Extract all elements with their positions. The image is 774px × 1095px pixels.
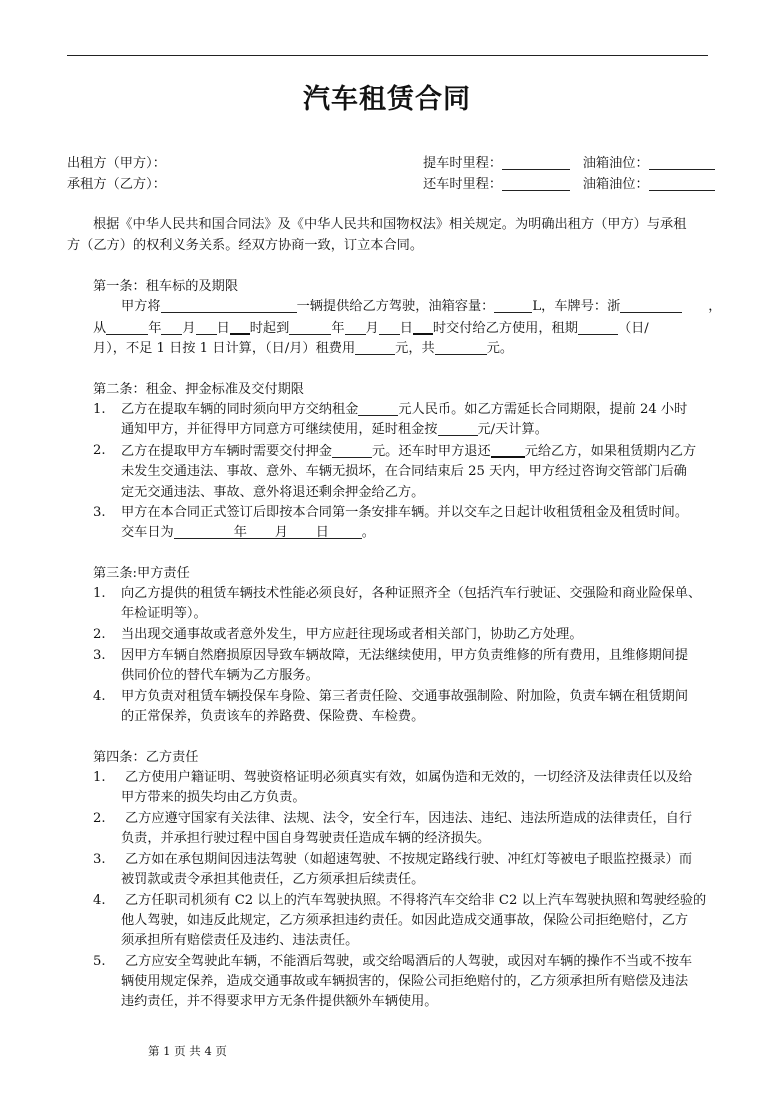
pickup-mileage-field[interactable] xyxy=(502,155,570,170)
pickup-mileage-label: 提车时里程： xyxy=(423,156,503,171)
list-number: 1. xyxy=(93,402,106,417)
pickup-fuel-label: 油箱油位： xyxy=(582,156,649,171)
return-mileage-row xyxy=(423,176,715,194)
delivery-date-field[interactable]: 年 月 日 xyxy=(174,524,362,539)
article-1-heading: 第一条：租车标的及期限 xyxy=(93,279,239,294)
start-day-field[interactable] xyxy=(196,320,217,335)
article-4-item-5-line-3: 违约责任，并不得要求甲方无条件提供额外车辆使用。 xyxy=(121,994,438,1009)
end-year-field[interactable] xyxy=(289,320,331,335)
article-4-item-4-line-2: 他人驾驶，如违反此规定，乙方须承担违约责任。如因此造成交通事故，保险公司拒绝赔付，乙方 xyxy=(121,913,689,928)
article-4-heading: 第四条：乙方责任 xyxy=(93,750,199,765)
document-title: 汽车租赁合同 xyxy=(303,84,471,115)
article-4-item-1-line-1: 乙方使用户籍证明、驾驶资格证明必须真实有效，如属伪造和无效的，一切经济及法律责任以及给 xyxy=(125,770,693,785)
article-4-item-3-line-1: 乙方如在承包期间因违法驾驶（如超速驾驶、不按规定路线行驶、冲红灯等被电子眼监控摄录）而 xyxy=(125,852,693,867)
article-2-item-1-line-2: 通知甲方，并征得甲方同意方可继续使用，延时租金按 元/天计算。 xyxy=(121,422,548,437)
article-2-item-3-line-1: 甲方在本合同正式签订后即按本合同第一条安排车辆。并以交车之日起计收租赁租金及租赁时间。 xyxy=(121,505,689,520)
intro-line-2: 方（乙方）的权利义务关系。经双方协商一致，订立本合同。 xyxy=(67,238,424,253)
article-3-item-3-line-2: 供同价位的替代车辆为乙方服务。 xyxy=(121,668,319,683)
article-3-item-3-line-1: 因甲方车辆自然磨损原因导致车辆故障，无法继续使用，甲方负责维修的所有费用，且维修期间提 xyxy=(121,648,689,663)
start-month-field[interactable] xyxy=(161,320,182,335)
tank-capacity-field[interactable] xyxy=(494,298,532,313)
top-rule xyxy=(67,55,708,56)
article-2-item-3-line-2: 交车日为 年 月 日 。 xyxy=(121,525,375,540)
article-4-item-3-line-2: 被罚款或责令承担其他责任，乙方须承担后续责任。 xyxy=(121,872,425,887)
list-number: 2. xyxy=(93,627,106,642)
article-4-item-5-line-2: 辆使用规定保养，造成交通事故或车辆损害的，保险公司拒绝赔付的，乙方须承担所有赔偿及违法 xyxy=(121,974,689,989)
rental-term-field[interactable] xyxy=(578,320,618,335)
deposit-field[interactable] xyxy=(332,443,372,458)
late-rent-field[interactable] xyxy=(438,421,478,436)
intro-line-1: 根据《中华人民共和国合同法》及《中华人民共和国物权法》相关规定。为明确出租方（甲方）与承租 xyxy=(93,217,687,232)
article-2-heading: 第二条：租金、押金标准及交付期限 xyxy=(93,382,304,397)
list-number: 3. xyxy=(93,505,106,520)
list-number: 4. xyxy=(93,689,106,704)
deposit-refund-field[interactable] xyxy=(491,442,525,458)
end-day-field[interactable] xyxy=(379,320,400,335)
article-3-item-1-line-2: 年检证明等）。 xyxy=(121,606,207,621)
rent-amount-field[interactable] xyxy=(358,401,398,416)
start-hour-field[interactable] xyxy=(230,319,250,335)
article-3-heading: 第三条:甲方责任 xyxy=(93,566,190,581)
list-number: 1. xyxy=(93,770,106,785)
end-hour-field[interactable] xyxy=(413,319,433,335)
article-4-item-1-line-2: 甲方带来的损失均由乙方负责。 xyxy=(121,790,306,805)
return-fuel-field[interactable] xyxy=(649,176,715,191)
list-number: 5. xyxy=(93,954,106,969)
article-1-line-3: 月），不足 1 日按 1 日计算，（日/月）租费用 元，共 元。 xyxy=(93,341,514,356)
article-4-item-2-line-2: 负责，并承担行驶过程中国自身驾驶责任造成车辆的经济损失。 xyxy=(121,831,491,846)
vehicle-model-field[interactable] xyxy=(161,298,297,313)
article-3-item-1-line-1: 向乙方提供的租赁车辆技术性能必须良好，各种证照齐全（包括汽车行驶证、交强险和商业险保单、 xyxy=(121,586,702,601)
list-number: 3. xyxy=(93,648,106,663)
article-1-line-1: 甲方将 一辆提供给乙方驾驶，油箱容量： L，车牌号：浙 ， xyxy=(121,299,722,314)
rent-rate-field[interactable] xyxy=(355,340,395,355)
article-2-item-2-line-1: 乙方在提取甲方车辆时需要交付押金 元。还车时甲方退还 元给乙方，如果租赁期内乙方 xyxy=(121,444,697,459)
article-4-item-5-line-1: 乙方应安全驾驶此车辆，不能酒后驾驶，或交给喝酒后的人驾驶，或因对车辆的操作不当或不按车 xyxy=(125,954,693,969)
article-4-item-4-line-1: 乙方任职司机须有 C2 以上的汽车驾驶执照。不得将汽车交给非 C2 以上汽车驾驶执照和驾驶经验的 xyxy=(125,893,707,908)
list-number: 1. xyxy=(93,586,106,601)
article-3-item-2-line-1: 当出现交通事故或者意外发生，甲方应赶往现场或者相关部门，协助乙方处理。 xyxy=(121,627,583,642)
list-number: 2. xyxy=(93,443,106,458)
lessee-label: 承租方（乙方）： xyxy=(67,177,166,192)
list-number: 4. xyxy=(93,893,106,908)
start-year-field[interactable] xyxy=(106,320,148,335)
article-2-item-1-line-1: 乙方在提取车辆的同时须向甲方交纳租金 元人民币。如乙方需延长合同期限，提前 24 小时 xyxy=(121,402,688,417)
rent-total-field[interactable] xyxy=(435,340,487,355)
article-4-item-2-line-1: 乙方应遵守国家有关法律、法规、法令，安全行车，因违法、违纪、违法所造成的法律责任，自行 xyxy=(125,811,693,826)
article-3-item-4-line-2: 的正常保养，负责该车的养路费、保险费、车检费。 xyxy=(121,709,425,724)
article-3-item-4-line-1: 甲方负责对租赁车辆投保车身险、第三者责任险、交通事故强制险、附加险，负责车辆在租赁期间 xyxy=(121,689,689,704)
end-month-field[interactable] xyxy=(345,320,366,335)
article-2-item-2-line-3: 定无交通违法、事故、意外将退还剩余押金给乙方。 xyxy=(121,485,425,500)
page-footer: 第 1 页 共 4 页 xyxy=(148,1044,227,1058)
pickup-mileage-row xyxy=(423,155,715,173)
return-fuel-label: 油箱油位： xyxy=(582,177,649,192)
return-mileage-field[interactable] xyxy=(502,176,570,191)
list-number: 2. xyxy=(93,811,106,826)
list-number: 3. xyxy=(93,852,106,867)
pickup-fuel-field[interactable] xyxy=(649,155,715,170)
article-4-item-4-line-3: 须承担所有赔偿责任及违约、违法责任。 xyxy=(121,933,359,948)
return-mileage-label: 还车时里程： xyxy=(423,177,503,192)
article-1-line-2: 从 年 月 日 时起到 年 月 日 时交付给乙方使用，租期 （日/ xyxy=(93,321,649,336)
plate-number-field[interactable] xyxy=(620,298,682,313)
lessor-label: 出租方（甲方）： xyxy=(67,156,166,171)
article-2-item-2-line-2: 未发生交通违法、事故、意外、车辆无损坏，在合同结束后 25 天内，甲方经过咨询交管部门后确 xyxy=(121,464,687,479)
